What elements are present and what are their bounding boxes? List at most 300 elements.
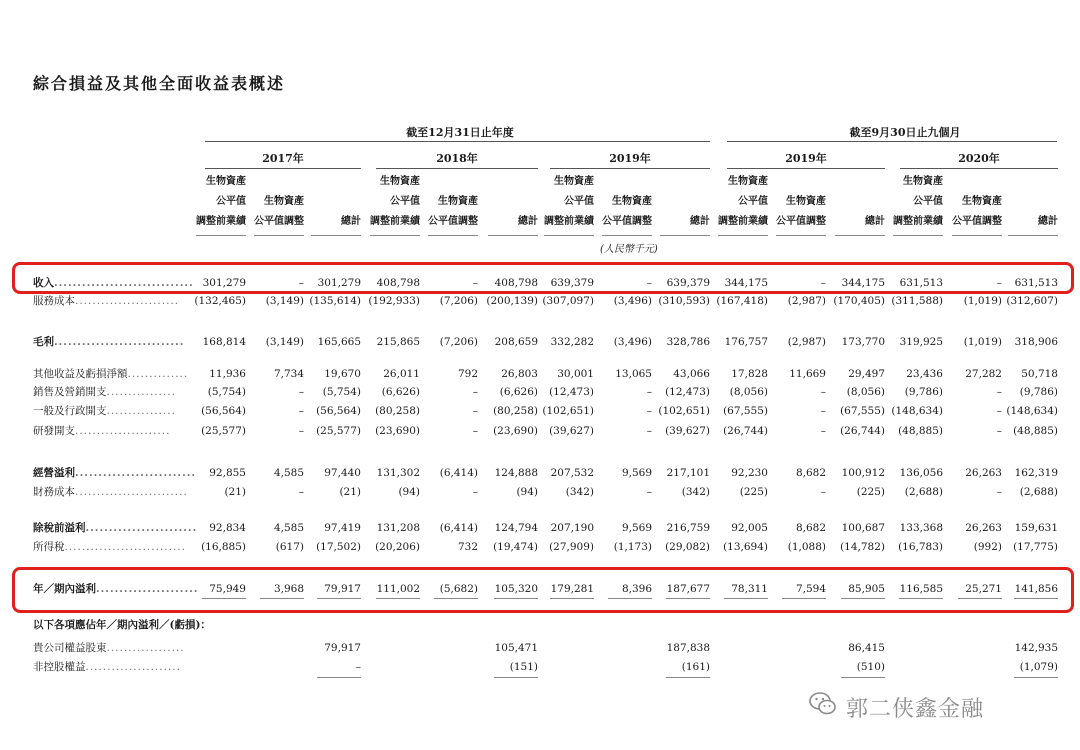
table-cell: (26,744) — [723, 425, 768, 437]
cell-underline — [666, 677, 710, 678]
table-cell: 631,513 — [899, 277, 943, 289]
table-row — [0, 484, 1080, 500]
table-cell: (12,473) — [665, 386, 710, 398]
table-cell: 176,757 — [724, 336, 768, 348]
table-cell: (9,786) — [904, 386, 943, 398]
table-cell: 639,379 — [666, 277, 710, 289]
table-cell: (342) — [681, 486, 710, 498]
table-cell: 217,101 — [666, 467, 710, 479]
table-cell: (19,474) — [493, 541, 538, 553]
table-cell: 50,718 — [1021, 368, 1058, 380]
attributable-note: 以下各項應佔年／期內溢利／(虧損)： — [33, 619, 211, 631]
table-cell: (1,019) — [963, 336, 1002, 348]
table-cell: (342) — [565, 486, 594, 498]
leader-dots: ...................... — [75, 425, 171, 437]
row-label — [33, 659, 188, 675]
table-cell: (6,626) — [499, 386, 538, 398]
watermark-text: 郭二侠鑫金融 — [846, 697, 985, 722]
table-cell: – — [298, 425, 304, 437]
table-row — [0, 293, 1080, 309]
table-cell: 168,814 — [202, 336, 246, 348]
row-label-text: 其他收益及虧損淨額 — [33, 368, 128, 380]
column-header-line: 公平值 — [913, 196, 943, 207]
table-cell: 97,440 — [324, 467, 361, 479]
table-cell: 19,670 — [324, 368, 361, 380]
table-cell: 328,786 — [666, 336, 710, 348]
table-cell: 344,175 — [724, 277, 768, 289]
table-cell: – — [646, 486, 652, 498]
table-cell: (56,564) — [201, 405, 246, 417]
table-cell: (16,783) — [898, 541, 943, 553]
cell-underline — [1014, 677, 1058, 678]
column-header-line: 生物資產 — [380, 176, 420, 187]
table-cell: 8,682 — [795, 467, 826, 479]
table-row — [0, 659, 1080, 675]
column-header-line: 調整前業績 — [893, 216, 943, 227]
leader-dots: ........................ — [85, 522, 198, 534]
table-cell: – — [820, 277, 826, 289]
table-cell: 301,279 — [202, 277, 246, 289]
table-cell: (48,885) — [1013, 425, 1058, 437]
table-cell: 124,888 — [494, 467, 538, 479]
table-cell: 124,794 — [494, 522, 538, 534]
table-row — [0, 403, 1080, 419]
table-cell: 26,803 — [501, 368, 538, 380]
table-cell: (23,690) — [493, 425, 538, 437]
table-cell: 162,319 — [1014, 467, 1058, 479]
row-label-text: 除稅前溢利 — [33, 522, 86, 534]
table-cell: (310,593) — [658, 295, 710, 307]
table-cell: (7,206) — [439, 295, 478, 307]
table-cell: – — [472, 486, 478, 498]
group-rule-annual — [205, 141, 710, 142]
column-header-rule — [952, 235, 1002, 236]
table-cell: 26,263 — [965, 467, 1002, 479]
column-header-rule — [428, 235, 478, 236]
table-cell: 17,828 — [731, 368, 768, 380]
table-cell: 207,532 — [550, 467, 594, 479]
table-cell: 3,968 — [273, 583, 304, 595]
table-cell: (14,782) — [840, 541, 885, 553]
column-header-line: 公平值 — [564, 196, 594, 207]
row-label-text: 收入 — [33, 277, 54, 289]
table-cell: (23,690) — [375, 425, 420, 437]
table-cell: 100,687 — [841, 522, 885, 534]
table-cell: (510) — [856, 661, 885, 673]
table-cell: 25,271 — [965, 583, 1002, 595]
column-header-line: 公平值 — [390, 196, 420, 207]
table-cell: – — [996, 486, 1002, 498]
unit-label: (人民幣千元) — [600, 244, 658, 255]
column-header-rule — [196, 235, 246, 236]
table-cell: 105,320 — [494, 583, 538, 595]
table-cell: (25,577) — [316, 425, 361, 437]
table-cell: (2,688) — [1019, 486, 1058, 498]
table-cell: 29,497 — [848, 368, 885, 380]
table-cell: (80,258) — [375, 405, 420, 417]
table-cell: 111,002 — [376, 583, 420, 595]
group-header-annual: 截至12月31日止年度 — [406, 126, 514, 139]
year-header: 2019年 — [609, 152, 651, 165]
table-row — [0, 384, 1080, 400]
table-cell: 187,677 — [666, 583, 710, 595]
table-cell: (80,258) — [493, 405, 538, 417]
table-row — [0, 423, 1080, 439]
table-cell: 131,208 — [376, 522, 420, 534]
table-cell: 11,669 — [789, 368, 826, 380]
table-cell: (94) — [516, 486, 538, 498]
table-cell: 13,065 — [615, 368, 652, 380]
row-label-text: 經營溢利 — [33, 467, 75, 479]
row-label-text: 財務成本 — [33, 486, 75, 498]
column-header-line: 調整前業績 — [196, 216, 246, 227]
table-cell: – — [820, 425, 826, 437]
table-cell: – — [646, 277, 652, 289]
table-cell: (25,577) — [201, 425, 246, 437]
table-cell: (8,056) — [846, 386, 885, 398]
table-cell: (6,626) — [381, 386, 420, 398]
table-cell: (7,206) — [439, 336, 478, 348]
row-label — [33, 539, 188, 555]
column-header-line: 生物資產 — [554, 176, 594, 187]
table-cell: (992) — [973, 541, 1002, 553]
table-cell: 85,905 — [848, 583, 885, 595]
table-cell: (39,627) — [665, 425, 710, 437]
table-cell: (5,754) — [322, 386, 361, 398]
row-label — [33, 520, 198, 536]
table-cell: (1,088) — [787, 541, 826, 553]
row-label-text: 銷售及營銷開支 — [33, 386, 107, 398]
highlight-profit — [12, 567, 1074, 613]
table-cell: – — [996, 277, 1002, 289]
table-cell: – — [298, 386, 304, 398]
table-cell: 216,759 — [666, 522, 710, 534]
table-cell: 116,585 — [899, 583, 943, 595]
leader-dots: ................ — [106, 405, 176, 417]
table-cell: (2,987) — [787, 336, 826, 348]
table-cell: (3,149) — [265, 336, 304, 348]
table-row — [0, 465, 1080, 481]
table-cell: 78,311 — [731, 583, 768, 595]
table-cell: (56,564) — [316, 405, 361, 417]
table-cell: (1,019) — [963, 295, 1002, 307]
table-cell: (94) — [398, 486, 420, 498]
table-cell: (148,634) — [891, 405, 943, 417]
table-cell: 9,569 — [621, 522, 652, 534]
table-cell: (39,627) — [549, 425, 594, 437]
table-cell: (167,418) — [716, 295, 768, 307]
column-header-rule — [488, 235, 538, 236]
table-cell: (200,139) — [486, 295, 538, 307]
column-header-line: 調整前業績 — [370, 216, 420, 227]
table-cell: 4,585 — [273, 467, 304, 479]
table-cell: – — [472, 405, 478, 417]
table-cell: (307,097) — [542, 295, 594, 307]
cell-underline — [494, 677, 538, 678]
table-cell: 79,917 — [324, 642, 361, 654]
table-cell: 92,834 — [209, 522, 246, 534]
cell-underline — [841, 677, 885, 678]
table-cell: (148,634) — [1006, 405, 1058, 417]
table-cell: 92,005 — [731, 522, 768, 534]
leader-dots: .......................... — [75, 486, 188, 498]
table-cell: (2,688) — [904, 486, 943, 498]
table-cell: – — [298, 486, 304, 498]
table-cell: (3,149) — [265, 295, 304, 307]
table-cell: (225) — [739, 486, 768, 498]
table-cell: 100,912 — [841, 467, 885, 479]
table-cell: (102,651) — [542, 405, 594, 417]
table-cell: (6,414) — [439, 522, 478, 534]
column-header-rule — [254, 235, 304, 236]
column-header-rule — [311, 235, 361, 236]
table-cell: (6,414) — [439, 467, 478, 479]
leader-dots: .................. — [106, 642, 185, 654]
column-header-line: 生物資產 — [786, 196, 826, 207]
table-cell: (170,405) — [833, 295, 885, 307]
leader-dots: .............. — [127, 368, 189, 380]
column-header-line: 公平值調整 — [602, 216, 652, 227]
table-cell: 165,665 — [317, 336, 361, 348]
column-header-rule — [776, 235, 826, 236]
table-cell: 133,368 — [899, 522, 943, 534]
row-label — [33, 484, 188, 500]
column-header-rule — [718, 235, 768, 236]
column-header-line: 調整前業績 — [544, 216, 594, 227]
table-cell: (21) — [224, 486, 246, 498]
row-label-text: 所得稅 — [33, 541, 65, 553]
table-cell: – — [646, 386, 652, 398]
wechat-icon — [808, 690, 838, 718]
table-cell: 79,917 — [324, 583, 361, 595]
column-header-line: 公平值 — [216, 196, 246, 207]
table-cell: 301,279 — [317, 277, 361, 289]
table-cell: (617) — [275, 541, 304, 553]
row-label-text: 毛利 — [33, 336, 54, 348]
leader-dots: .............................. — [54, 277, 194, 289]
table-cell: 187,838 — [666, 642, 710, 654]
table-cell: 408,798 — [494, 277, 538, 289]
table-cell: 631,513 — [1014, 277, 1058, 289]
row-label — [33, 640, 188, 656]
table-cell: – — [820, 486, 826, 498]
row-label — [33, 293, 188, 309]
table-cell: (102,651) — [658, 405, 710, 417]
table-cell: 97,419 — [324, 522, 361, 534]
table-cell: (3,496) — [613, 336, 652, 348]
year-header: 2020年 — [958, 152, 1000, 165]
table-cell: – — [820, 405, 826, 417]
table-cell: – — [298, 405, 304, 417]
row-label-text: 非控股權益 — [33, 661, 86, 673]
table-cell: (3,496) — [613, 295, 652, 307]
column-header-line: 總計 — [690, 216, 710, 227]
table-cell: 131,302 — [376, 467, 420, 479]
group-rule-nine-months — [727, 141, 1057, 142]
table-cell: (311,588) — [891, 295, 943, 307]
row-label — [33, 423, 188, 439]
column-header-line: 生物資產 — [903, 176, 943, 187]
row-label-text: 服務成本 — [33, 295, 75, 307]
column-header-line: 生物資產 — [962, 196, 1002, 207]
row-label — [33, 465, 197, 481]
year-header: 2017年 — [262, 152, 304, 165]
leader-dots: ........................ — [75, 295, 180, 307]
table-cell: (192,933) — [368, 295, 420, 307]
column-header-line: 公平值調整 — [254, 216, 304, 227]
table-cell: 332,282 — [550, 336, 594, 348]
column-header-line: 生物資產 — [728, 176, 768, 187]
column-header-line: 公平值調整 — [428, 216, 478, 227]
column-header-line: 生物資產 — [206, 176, 246, 187]
table-cell: 92,230 — [731, 467, 768, 479]
table-cell: (29,082) — [665, 541, 710, 553]
column-header-rule — [1008, 235, 1058, 236]
row-label — [33, 384, 188, 400]
table-cell: (20,206) — [375, 541, 420, 553]
table-cell: (13,694) — [723, 541, 768, 553]
column-header-rule — [835, 235, 885, 236]
table-cell: – — [472, 425, 478, 437]
column-header-line: 生物資產 — [612, 196, 652, 207]
table-cell: 30,001 — [557, 368, 594, 380]
year-rule — [727, 168, 885, 169]
table-cell: (312,607) — [1006, 295, 1058, 307]
table-cell: – — [646, 405, 652, 417]
table-cell: 141,856 — [1014, 583, 1058, 595]
table-cell: 8,682 — [795, 522, 826, 534]
table-cell: (8,056) — [729, 386, 768, 398]
table-cell: 8,396 — [621, 583, 652, 595]
table-cell: 344,175 — [841, 277, 885, 289]
column-header-line: 總計 — [518, 216, 538, 227]
highlight-revenue — [12, 262, 1074, 294]
leader-dots: ...................... — [96, 583, 199, 595]
table-cell: (48,885) — [898, 425, 943, 437]
year-rule — [205, 168, 361, 169]
row-label-text: 研發開支 — [33, 425, 75, 437]
year-header: 2019年 — [785, 152, 827, 165]
leader-dots: .......................... — [75, 467, 197, 479]
table-row — [0, 640, 1080, 656]
table-cell: 9,569 — [621, 467, 652, 479]
year-rule — [376, 168, 538, 169]
column-header-rule — [602, 235, 652, 236]
table-cell: (17,502) — [316, 541, 361, 553]
table-cell: 92,855 — [209, 467, 246, 479]
leader-dots: ............................ — [54, 336, 185, 348]
table-cell: (21) — [339, 486, 361, 498]
table-cell: 26,263 — [965, 522, 1002, 534]
table-cell: – — [996, 405, 1002, 417]
table-cell: 173,770 — [841, 336, 885, 348]
column-header-line: 調整前業績 — [718, 216, 768, 227]
column-header-rule — [660, 235, 710, 236]
page-title: 綜合損益及其他全面收益表概述 — [33, 74, 286, 93]
table-cell: 208,659 — [494, 336, 538, 348]
table-cell: – — [472, 277, 478, 289]
leader-dots: ...................... — [85, 661, 181, 673]
row-label — [33, 366, 188, 382]
group-header-nine-months: 截至9月30日止九個月 — [849, 126, 961, 139]
table-cell: – — [996, 386, 1002, 398]
table-cell: 142,935 — [1014, 642, 1058, 654]
table-row — [0, 366, 1080, 382]
table-cell: – — [996, 425, 1002, 437]
row-label — [33, 403, 188, 419]
table-cell: (17,775) — [1013, 541, 1058, 553]
table-cell: 23,436 — [906, 368, 943, 380]
column-header-line: 生物資產 — [438, 196, 478, 207]
table-cell: 105,471 — [494, 642, 538, 654]
table-cell: – — [646, 425, 652, 437]
table-cell: – — [820, 386, 826, 398]
table-row — [0, 539, 1080, 555]
table-cell: 732 — [457, 541, 478, 553]
column-header-line: 公平值調整 — [776, 216, 826, 227]
table-cell: 86,415 — [848, 642, 885, 654]
table-cell: – — [472, 386, 478, 398]
table-cell: (27,909) — [549, 541, 594, 553]
table-cell: (132,465) — [194, 295, 246, 307]
table-cell: 26,011 — [383, 368, 420, 380]
row-label — [33, 334, 188, 350]
table-cell: (26,744) — [840, 425, 885, 437]
row-label-text: 年／期內溢利 — [33, 583, 96, 595]
column-header-line: 生物資產 — [264, 196, 304, 207]
column-header-line: 總計 — [1038, 216, 1058, 227]
table-cell: – — [298, 277, 304, 289]
leader-dots: ................ — [106, 386, 176, 398]
table-cell: 7,734 — [273, 368, 304, 380]
table-cell: (151) — [509, 661, 538, 673]
table-cell: – — [355, 661, 361, 673]
table-cell: (1,079) — [1019, 661, 1058, 673]
table-cell: (135,614) — [309, 295, 361, 307]
leader-dots: ............................ — [64, 541, 186, 553]
table-cell: 207,190 — [550, 522, 594, 534]
table-cell: (67,555) — [840, 405, 885, 417]
table-cell: 11,936 — [209, 368, 246, 380]
column-header-line: 總計 — [865, 216, 885, 227]
table-cell: 159,631 — [1014, 522, 1058, 534]
column-header — [988, 212, 1058, 232]
table-cell: 7,594 — [795, 583, 826, 595]
table-row — [0, 334, 1080, 350]
table-cell: (225) — [856, 486, 885, 498]
table-cell: 43,066 — [673, 368, 710, 380]
column-header-rule — [370, 235, 420, 236]
row-label-text: 貴公司權益股東 — [33, 642, 107, 654]
table-row — [0, 520, 1080, 536]
cell-underline — [317, 677, 361, 678]
table-cell: 136,056 — [899, 467, 943, 479]
table-cell: (67,555) — [723, 405, 768, 417]
year-rule — [550, 168, 710, 169]
column-header-line: 公平值調整 — [952, 216, 1002, 227]
table-cell: 215,865 — [376, 336, 420, 348]
year-rule — [900, 168, 1058, 169]
table-cell: (16,885) — [201, 541, 246, 553]
column-header-line: 總計 — [341, 216, 361, 227]
table-cell: 318,906 — [1014, 336, 1058, 348]
table-cell: 75,949 — [209, 583, 246, 595]
table-cell: 408,798 — [376, 277, 420, 289]
table-cell: (5,682) — [439, 583, 478, 595]
table-cell: (12,473) — [549, 386, 594, 398]
year-header: 2018年 — [436, 152, 478, 165]
table-cell: 319,925 — [899, 336, 943, 348]
